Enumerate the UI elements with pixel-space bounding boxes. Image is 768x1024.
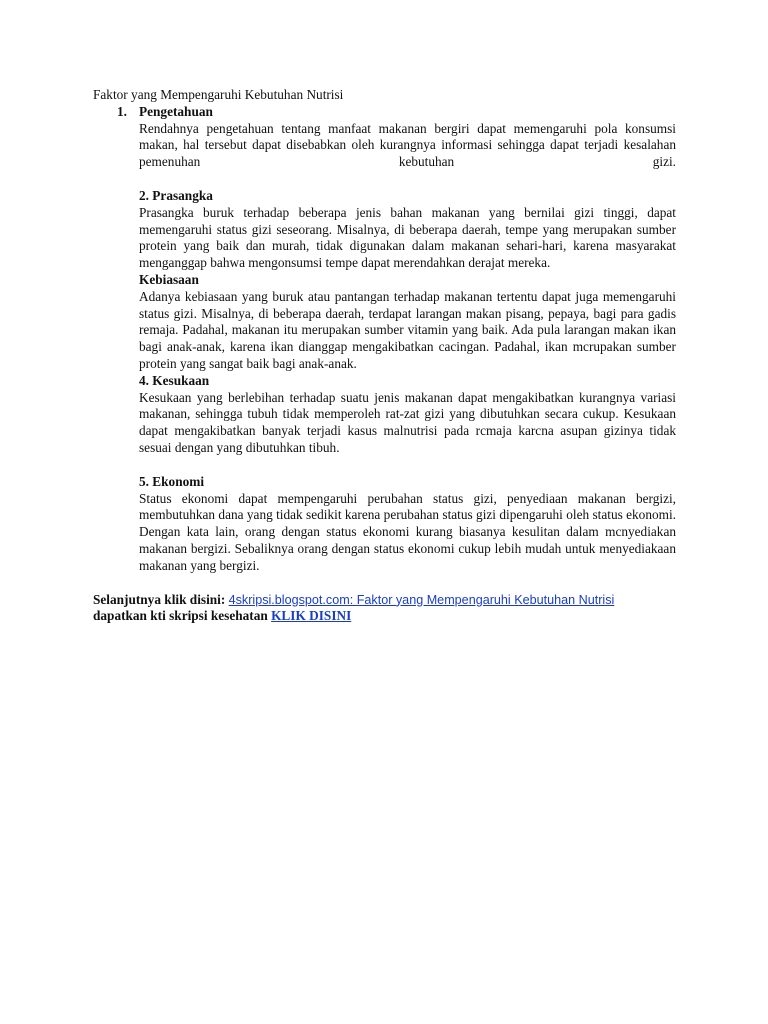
kti-label: dapatkan kti skripsi kesehatan xyxy=(93,608,268,624)
spacer xyxy=(93,171,676,188)
source-link[interactable]: 4skripsi.blogspot.com: Faktor yang Mempengaruhi Kebutuhan Nutrisi xyxy=(228,592,615,607)
next-label: Selanjutnya klik disini: xyxy=(93,591,226,607)
section-ekonomi xyxy=(139,474,676,575)
section-heading: Kebiasaan xyxy=(139,271,199,287)
section-pengetahuan xyxy=(117,103,676,171)
section-paragraph: Prasangka buruk terhadap beberapa jenis bahan makanan yang bernilai gizi tinggi, dapat memengaruhi status gizi seseorang. Misalnya, di beberapa daerah, tempe yang merupakan sumber protein yang baik dan murah, tidak digunakan dalam makanan sehari-hari, karena masyarakat menganggap bahwa mengonsumsi tempe dapat merendahkan derajat mereka. xyxy=(139,204,676,271)
document-title: Faktor yang Mempengaruhi Kebutuhan Nutrisi xyxy=(93,87,344,102)
section-prasangka xyxy=(139,188,676,272)
footer-kti-line xyxy=(93,608,676,625)
section-paragraph: Status ekonomi dapat mempengaruhi perubahan status gizi, penyediaan makanan bergizi, membutuhkan dana yang tidak sedikit karena perubahan status gizi dipengaruhi oleh status ekonomi. Dengan kata lain, orang dengan status ekonomi kurang biasanya kesulitan dalam mcnyediakan makanan bergizi. Sebaliknya orang dengan status ekonomi cukup lebih mudah untuk menyediakaan makanan yang bergizi. xyxy=(139,490,676,573)
spacer xyxy=(93,457,676,474)
section-heading: 4. Kesukaan xyxy=(139,372,210,388)
section-kebiasaan xyxy=(139,272,676,373)
footer-next-line xyxy=(93,592,676,609)
section-heading: Pengetahuan xyxy=(139,103,213,119)
section-paragraph: Adanya kebiasaan yang buruk atau pantangan terhadap makanan tertentu dapat juga memengaruhi status gizi. Misalnya, di beberapa daerah, terdapat larangan makan pisang, pepaya, bagi para gadis remaja. Padahal, makanan itu merupakan sumber vitamin yang baik. Ada pula larangan makan ikan bagi anak-anak, karena ikan dianggap mengakibatkan cacingan. Padahal, ikan mcrupakan sumber protein yang sangat baik bagi anak-anak. xyxy=(139,288,676,371)
footer xyxy=(93,592,676,626)
section-kesukaan xyxy=(139,373,676,457)
section-heading-row xyxy=(117,103,676,121)
section-paragraph: Rendahnya pengetahuan tentang manfaat makanan bergiri dapat memengaruhi pola konsumsi makan, hal tersebut dapat disebabkan oleh kurangnya informasi sehingga dapat terjadi kesalahan pemenuhan kebutuhan gizi. xyxy=(139,120,676,170)
section-number: 1. xyxy=(117,103,127,119)
section-paragraph: Kesukaan yang berlebihan terhadap suatu jenis makanan dapat mengakibatkan kurangnya variasi makanan, sehingga tubuh tidak memperoleh rat-zat gizi yang dibutuhkan secara cukup. Kesukaan dapat mengakibatkan banyak terjadi kasus malnutrisi pada rcmaja karcna asupan gizinya tidak sesuai dengan yang dibutuhkan tibuh. xyxy=(139,389,676,455)
document-page xyxy=(93,87,676,625)
klik-disini-link[interactable]: KLIK DISINI xyxy=(271,608,352,624)
section-heading: 5. Ekonomi xyxy=(139,473,205,489)
section-heading: 2. Prasangka xyxy=(139,187,213,203)
